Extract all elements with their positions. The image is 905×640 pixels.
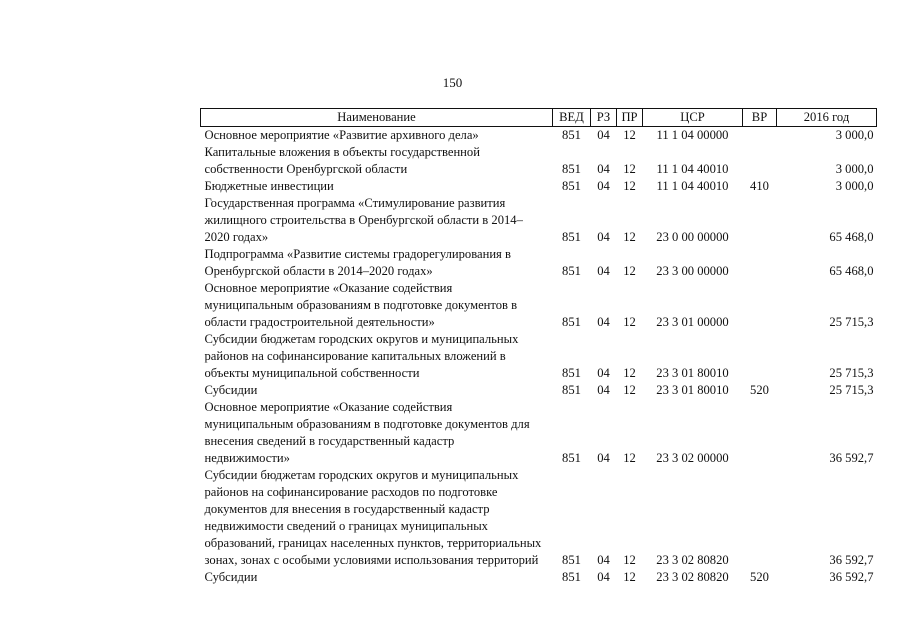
table-row [201,399,877,467]
row-amount: 65 468,0 [829,264,874,278]
table-row [201,331,877,382]
row-name-line: образований, границах населенных пунктов, территориальных [204,536,542,550]
row-name [201,331,553,382]
row-vr [743,195,777,246]
row-ved: 851 [562,162,581,176]
row-pr: 12 [623,315,636,329]
row-csr: 23 3 01 80010 [656,383,729,397]
row-amount: 65 468,0 [829,230,874,244]
row-ved: 851 [562,383,581,397]
row-pr: 12 [623,264,636,278]
table-row [201,569,877,586]
row-vr [743,467,777,569]
table-row [201,144,877,178]
table-row [201,195,877,246]
row-name [201,569,553,586]
row-name [201,178,553,195]
row-amount: 25 715,3 [829,315,874,329]
row-vr: 520 [750,570,769,584]
row-csr: 23 0 00 00000 [656,230,729,244]
row-name [201,195,553,246]
row-name-line: Основное мероприятие «Оказание содействия [204,400,453,414]
row-rz: 04 [597,128,610,142]
page-number: 150 [442,75,463,90]
row-name-line: Субсидии [204,570,258,584]
header-rz: РЗ [591,109,617,127]
row-pr: 12 [623,179,636,193]
row-name-line: Подпрограмма «Развитие системы градорегулирования в [204,247,511,261]
row-amount: 3 000,0 [835,162,874,176]
row-pr: 12 [623,383,636,397]
budget-table [200,108,877,586]
row-pr: 12 [623,366,636,380]
row-name-line: документов для внесения в государственный кадастр [204,502,490,516]
row-csr: 11 1 04 40010 [656,162,729,176]
row-name [201,246,553,280]
table-row [201,280,877,331]
table-header-row [201,109,877,127]
row-name [201,382,553,399]
row-rz: 04 [597,366,610,380]
row-csr: 23 3 00 00000 [656,264,729,278]
row-name-line: районов на софинансирование капитальных вложений в [204,349,506,363]
row-amount: 36 592,7 [829,553,874,567]
row-rz: 04 [597,179,610,193]
table-row [201,178,877,195]
row-ved: 851 [562,230,581,244]
row-name-line: муниципальным образованиям в подготовке документов для [204,417,530,431]
row-name [201,127,553,145]
row-vr: 410 [750,179,769,193]
row-name-line: области градостроительной деятельности» [204,315,435,329]
row-name-line: недвижимости сведений о границах муниципальных [204,519,488,533]
row-name [201,144,553,178]
row-ved: 851 [562,451,581,465]
row-amount: 25 715,3 [829,383,874,397]
row-name-line: объекты муниципальной собственности [204,366,420,380]
row-name [201,399,553,467]
row-rz: 04 [597,451,610,465]
row-name-line: Основное мероприятие «Развитие архивного дела» [204,128,479,142]
row-name-line: внесения сведений в государственный кадастр [204,434,455,448]
table-row [201,246,877,280]
row-vr [743,127,777,145]
row-name-line: Основное мероприятие «Оказание содействия [204,281,453,295]
row-pr: 12 [623,128,636,142]
row-ved: 851 [562,264,581,278]
row-name-line: Субсидии [204,383,258,397]
row-vr [743,246,777,280]
row-csr: 11 1 04 00000 [656,128,729,142]
row-amount: 3 000,0 [835,128,874,142]
table-row [201,127,877,145]
row-vr: 520 [750,383,769,397]
row-csr: 23 3 01 80010 [656,366,729,380]
row-name-line: районов на софинансирование расходов по подготовке [204,485,498,499]
row-rz: 04 [597,315,610,329]
row-name-line: муниципальным образованиям в подготовке документов в [204,298,518,312]
header-name: Наименование [201,109,553,127]
row-pr: 12 [623,162,636,176]
table-row [201,382,877,399]
header-ved: ВЕД [553,109,591,127]
table-row [201,467,877,569]
row-rz: 04 [597,230,610,244]
row-name-line: Бюджетные инвестиции [204,179,334,193]
row-name-line: зонах, зонах с особыми условиями использования территорий [204,553,539,567]
row-name [201,467,553,569]
row-vr [743,144,777,178]
row-rz: 04 [597,162,610,176]
row-vr [743,399,777,467]
row-amount: 36 592,7 [829,570,874,584]
row-rz: 04 [597,570,610,584]
row-name-line: 2020 годах» [204,230,269,244]
row-vr [743,331,777,382]
header-pr: ПР [617,109,643,127]
table-body [201,127,877,587]
header-csr: ЦСР [643,109,743,127]
row-csr: 11 1 04 40010 [656,179,729,193]
row-rz: 04 [597,264,610,278]
row-csr: 23 3 02 00000 [656,451,729,465]
row-rz: 04 [597,553,610,567]
row-name-line: недвижимости» [204,451,290,465]
row-pr: 12 [623,553,636,567]
row-ved: 851 [562,553,581,567]
row-pr: 12 [623,451,636,465]
row-name-line: Субсидии бюджетам городских округов и муниципальных [204,332,519,346]
row-name-line: жилищного строительства в Оренбургской области в 2014– [204,213,523,227]
row-pr: 12 [623,230,636,244]
row-ved: 851 [562,128,581,142]
row-pr: 12 [623,570,636,584]
row-ved: 851 [562,366,581,380]
header-year: 2016 год [777,109,877,127]
row-name-line: собственности Оренбургской области [204,162,408,176]
row-amount: 3 000,0 [835,179,874,193]
row-ved: 851 [562,315,581,329]
row-csr: 23 3 02 80820 [656,570,729,584]
row-ved: 851 [562,570,581,584]
row-name-line: Государственная программа «Стимулирование развития [204,196,506,210]
row-ved: 851 [562,179,581,193]
row-name-line: Оренбургской области в 2014–2020 годах» [204,264,433,278]
row-rz: 04 [597,383,610,397]
row-name-line: Капитальные вложения в объекты государственной [204,145,480,159]
row-name-line: Субсидии бюджетам городских округов и муниципальных [204,468,519,482]
header-vr: ВР [743,109,777,127]
row-amount: 25 715,3 [829,366,874,380]
row-csr: 23 3 02 80820 [656,553,729,567]
row-name [201,280,553,331]
row-csr: 23 3 01 00000 [656,315,729,329]
row-amount: 36 592,7 [829,451,874,465]
row-vr [743,280,777,331]
